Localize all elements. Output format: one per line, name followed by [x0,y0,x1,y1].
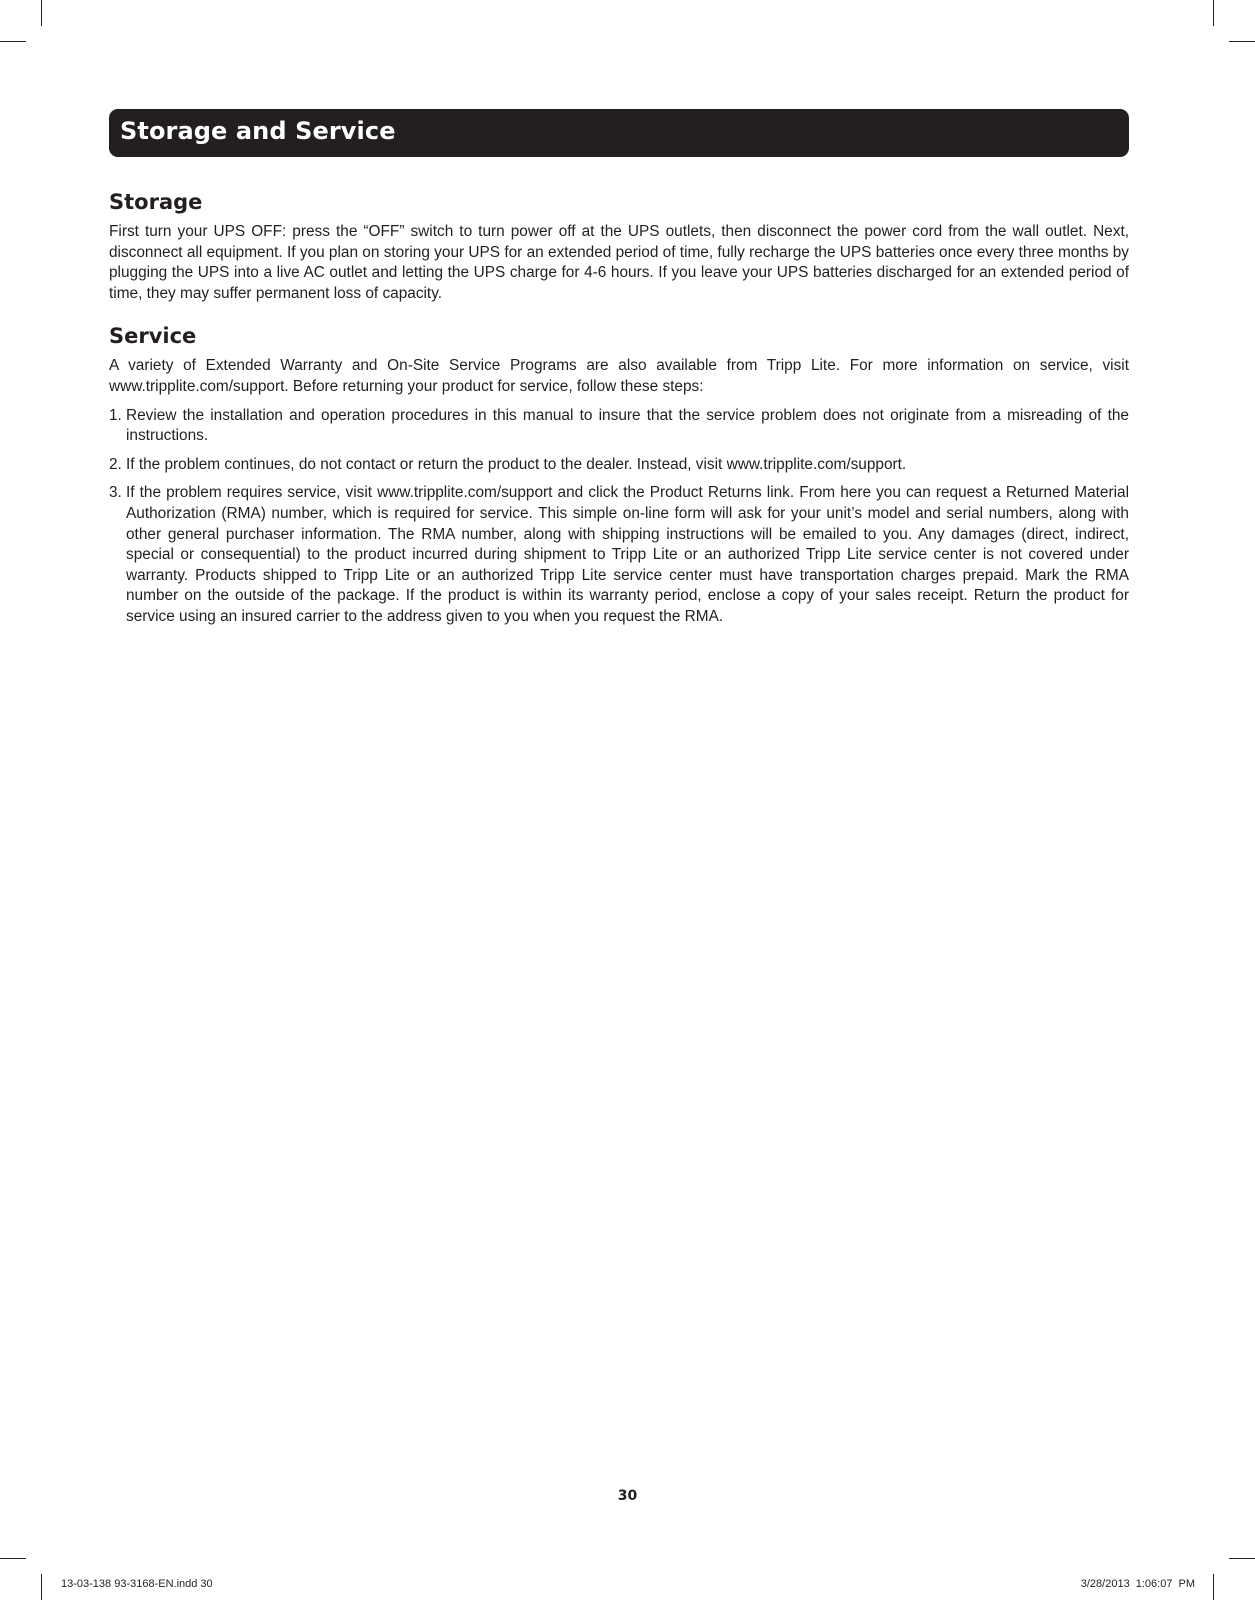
crop-mark-top-left-horizontal [0,41,26,42]
service-steps-list [109,406,1129,628]
crop-mark-bottom-left-vertical [41,1574,42,1600]
crop-mark-bottom-right-horizontal [1229,1558,1255,1559]
page-number: 30 [617,1488,638,1504]
page-title: Storage and Service [120,117,396,145]
storage-paragraph: First turn your UPS OFF: press the “OFF” switch to turn power off at the UPS outlets, then disconnect the power cord from the wall outlet. Next, disconnect all equipment. If you plan on storing your UPS for an extended period of time, fully recharge the UPS batteries once every three months by plugging the UPS into a live AC outlet and letting the UPS charge for 4-6 hours. If you leave your UPS batteries discharged for an extended period of time, they may suffer permanent loss of capacity. [109,223,1129,302]
main-content [109,190,1129,636]
list-item [109,455,1129,476]
section-banner [109,109,1129,157]
list-item-text: Review the installation and operation procedures in this manual to insure that the service problem does not originate from a misreading of the instructions. [126,406,1129,445]
crop-mark-top-right-vertical [1213,0,1214,26]
service-intro-paragraph: A variety of Extended Warranty and On-Site Service Programs are also available from Tripp Lite. For more information on service, visit www.tripplite.com/support. Before returning your product for service, follow these steps: [109,357,1129,395]
list-item-text: If the problem continues, do not contact or return the product to the dealer. Instead, visit www.tripplite.com/support. [126,455,907,473]
list-item-text: If the problem requires service, visit www.tripplite.com/support and click the Product Returns link. From here you can request a Returned Material Authorization (RMA) number, which is required for service. This simple on-line form will ask for your unit’s model and serial numbers, along with other general purchaser information. The RMA number, along with shipping instructions will be emailed to you. Any damages (direct, indirect, special or consequential) to the product incurred during shipment to Tripp Lite or an authorized Tripp Lite service center is not covered under warranty. Products shipped to Tripp Lite or an authorized Tripp Lite service center must have transportation charges prepaid. Mark the RMA number on the outside of the package. If the product is within its warranty period, enclose a copy of your sales receipt. Return the product for service using an insured carrier to the address given to you when you request the RMA. [126,484,1129,625]
print-slug-filename: 13-03-138 93-3168-EN.indd 30 [61,1578,213,1590]
crop-mark-bottom-right-vertical [1213,1574,1214,1600]
list-item [109,483,1129,627]
storage-heading: Storage [109,190,203,214]
storage-section [109,190,1129,304]
list-item [109,406,1129,447]
crop-mark-top-right-horizontal [1229,41,1255,42]
list-item-number: 3. [109,484,122,502]
service-section [109,324,1129,627]
list-item-number: 1. [109,406,122,424]
crop-mark-bottom-left-horizontal [0,1558,26,1559]
print-slug-timestamp: 3/28/2013 1:06:07 PM [1080,1578,1195,1590]
list-item-number: 2. [109,455,122,473]
crop-mark-top-left-vertical [41,0,42,26]
service-heading: Service [109,324,197,349]
